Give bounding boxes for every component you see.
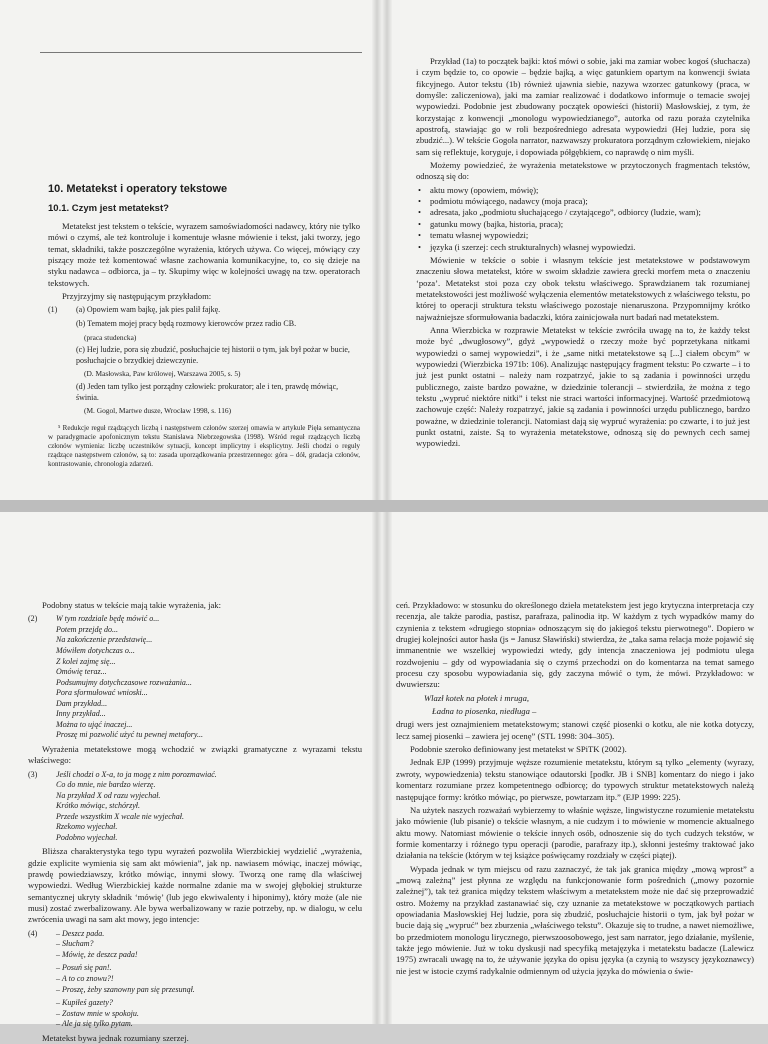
page-bottom-left xyxy=(0,512,382,1043)
paragraph: Przyjrzyjmy się następującym przykładom: xyxy=(62,291,212,302)
example-item: – A to co znowu?! xyxy=(56,974,114,984)
example-item: Podobno wyjechał. xyxy=(56,832,118,842)
example-item: Mówiłem dotychczas o... xyxy=(56,645,135,655)
list-item: • aktu mowy (opowiem, mówię); xyxy=(426,185,750,196)
example-item: (a) Opowiem wam bajkę, jak pies palił fajkę. xyxy=(76,305,221,315)
example-number: (4) xyxy=(28,928,38,938)
poem-line: Ładna to piosenka, niedługa – xyxy=(432,706,537,717)
example-block xyxy=(28,614,362,741)
example-item: – Proszę, żeby szanowny pan się przesunął. xyxy=(56,984,195,994)
example-item: Podsumujmy dotychczasowe rozważania... xyxy=(56,677,192,687)
paragraph: ceń. Przykładowo: w stosunku do określonego dzieła metatekstem jest jego krytyczna interpretacja czy recenzja, ale także parodia, pastisz, parafraza, palinodia itp. W każdym z tych wypadków mamy do czynienia z tekstem «drugiego stopnia» odnoszącym się do jakiegoś tekstu pierwotnego”. Dopiero w drugiej kolejności autor hasła (js = Janusz Sławiński) stwierdza, że „taka sama relacja może pojawić się immanentnie we wszelkiej wypowiedzi wtedy, gdy intencja znaczeniowa jej podmiotu ulega rozdwojeniu – gdy od wypowiadania się o czymś przechodzi on do komentarza na temat samego procesu czy sposobu wypowiadania się, gdy zaczyna mówić o tym, że mówi. Przykładowo: w dwuwierszu: xyxy=(396,600,754,690)
page-spine-shadow xyxy=(382,0,392,500)
example-item: Przede wszystkim X wcale nie wyjechał. xyxy=(56,811,184,821)
example-item: Co do mnie, nie bardzo wierzę. xyxy=(56,780,156,790)
paragraph: Podobnie szeroko definiowany jest metatekst w SPiTK (2002). xyxy=(410,744,627,755)
example-item: – Deszcz pada. xyxy=(56,928,105,938)
example-item: – Mówię, że deszcz pada! xyxy=(56,949,138,959)
example-item: Na zakończenie przedstawię... xyxy=(56,635,153,645)
poem-line: Wlazł kotek na płotek i mruga, xyxy=(424,692,530,703)
example-number: (2) xyxy=(28,614,38,624)
paragraph: Wypada jednak w tym miejscu od razu zaznaczyć, że tak jak granica między „mową wprost” a „mową zależną” jest płynna ze względu na funkcjonowanie form pośrednich („mowy pozornie zależnej”), tak też granica między tekstem właściwym a metatekstem może nie dać się przeprowadzić ostro. Możemy na przykład zastanawiać się, czy uznanie za metatekstowe w początkowych partiach opowiadania Masłowskiej Hej ludzie, pora się zbudzić, posłuchajcie historii o tym, jak był pożar w bucie dają się „wypruć” bez zburzenia „właściwego tekstu”. Okazuje się to trudne, a nawet niemożliwe, bo przedmiotem monologu lirycznego, pierwszoosobowego, jest sam narrator, jego działanie, myślenie, także jego mówienie. Już w toku dyskusji nad specyfiką metajęzyka i metatekstu badacze (Lalewicz 1975) zwracali uwagę na to, że używanie języka do opisu języka (a czynią to wszyscy językoznawcy) nie jest w istocie czymś radykalnie odmiennym od użycia języka do mówienia o świe- xyxy=(396,863,754,976)
example-item: – Kupiłeś gazety? xyxy=(56,998,113,1008)
example-item: – Słucham? xyxy=(56,939,94,949)
chapter-title: 10. Metatekst i operatory tekstowe xyxy=(48,183,228,195)
list-item: • tematu własnej wypowiedzi; xyxy=(426,230,750,241)
page-spine-shadow xyxy=(382,512,392,1024)
header-rule xyxy=(40,52,362,53)
paragraph: Anna Wierzbicka w rozprawie Metatekst w tekście zwróciła uwagę na to, że każdy tekst może być „dwugłosowy”, gdyż „wypowiedź o rzeczy może być poprzetykana nitkami wypowiedzi o samej wypowiedzi”, i że „same nitki metatekstowe są [...] ciałem obcym” w wypowiedzi (Wierzbicka 1971b: 106). Analizując następujący fragment tekstu: Po czwarte – i to już jest punkt ostatni – należy nam rozpatrzyć, jakie to są zadania i powinności urzędu publicznego, zaiste bardzo poważne, w dziedzinie tolerancji – stwierdziła, że można z tego tekstu „wypruć niektóre nitki” i tekst nie straci wartości informacyjnej. Wartość przedmiotową zachowuje część: Należy rozpatrzyć, jakie są zadania i powinności urzędu publicznego, bardzo poważne, w dziedzinie tolerancji. Natomiast dają się wypruć wyrażenia: po czwarte, i to już jest punkt ostatni, zaiste. Są to wyrażenia metatekstowe, odnoszą się do pewnych cech samej wypowiedzi. xyxy=(416,324,750,449)
footnote: ⁵ Redukcje reguł rządzących liczbą i następstwem członów szerzej omawia w artykule Pięła semantyczna w paradygmacie apofonicznym tekstu Stanisława Niebrzegowska (1998). Wśród reguł rządzących liczbą członów wymienia: liczbę uczestników sytuacji, koncept implicytny i eksplicytny. Jeśli chodzi o reguły rządzące następstwem członów, są to: zasada uporządkowania przestrzennego: góra – dół, gradacja członów, kontrastowanie, chronologia zdarzeń. xyxy=(48,424,360,468)
example-source: (praca studencka) xyxy=(84,332,137,342)
list-item: • gatunku mowy (bajka, historia, praca); xyxy=(426,219,750,230)
example-item: (c) Hej ludzie, pora się zbudzić, posłuchajcie tej historii o tym, jak był pożar w bucie, posłuchajcie o brzydkiej dziewczynie. xyxy=(76,345,350,365)
paragraph: Mówienie w tekście o sobie i własnym tekście jest metatekstowe w podstawowym znaczeniu słowa metatekst, które w swoim składzie zawiera grecki morfem meta o znaczeniu ‘poza’. Metatekst stoi poza czy obok tekstu właściwego. Sprawdzianem tak rozumianej metatekstowości jest możliwość wyłączenia elementów metatekstowych z właściwego tekstu, po której to operacji struktura tekstu właściwego pozostaje nienaruszona. Przypomnijmy krótko najważniejsze sformułowania badaczki, która zainicjowała nurt badań nad metatekstem. xyxy=(416,254,750,322)
example-item: Dam przykład... xyxy=(56,698,108,708)
example-item: Można to ująć inaczej... xyxy=(56,719,133,729)
example-item: Potem przejdę do... xyxy=(56,624,118,634)
example-item: – Zostaw mnie w spokoju. xyxy=(56,1008,139,1018)
example-item: (d) Jeden tam tylko jest porządny człowiek: prokurator; ale i ten, prawdę mówiąc, świnia. xyxy=(76,382,339,402)
example-block xyxy=(48,305,360,316)
page-spine-shadow xyxy=(372,512,382,1024)
example-item: Omówię teraz... xyxy=(56,667,107,677)
example-source: (M. Gogol, Martwe dusze, Wrocław 1998, s. 116) xyxy=(84,406,232,416)
paragraph: Jednak EJP (1999) przyjmuje węższe rozumienie metatekstu, którym są tylko „elementy (wyrazy, zwroty, wypowiedzenia) tekstu stanowiące odautorski [podkr. JB i SNB] komentarz do niego i jako komentarz rozumiane przez kompetentnego odbiorcę; do typowych struktur metatekstowych należą następujące formy: krótko mówiąc, po pierwsze, powtarzam itp.” (EJP 1999: 225). xyxy=(396,757,754,802)
bullet-list xyxy=(416,185,750,253)
section-title: 10.1. Czym jest metatekst? xyxy=(48,202,169,214)
example-source: (D. Masłowska, Paw królowej, Warszawa 2005, s. 5) xyxy=(84,369,241,379)
example-item: W tym rozdziale będę mówić o... xyxy=(56,614,160,624)
example-item: Z kolei zajmę się... xyxy=(56,656,116,666)
page-top-left xyxy=(0,0,382,500)
list-item: • adresata, jako „podmiotu słuchającego / czytającego”, odbiorcy (ludzie, wam); xyxy=(426,207,750,218)
paragraph: Metatekst bywa jednak rozumiany szerzej. xyxy=(42,1032,189,1043)
example-item: Jeśli chodzi o X-a, to ja mogę z nim porozmawiać. xyxy=(56,769,217,779)
scan-gutter xyxy=(0,500,768,512)
example-item: Na przykład X od razu wyjechał. xyxy=(56,790,161,800)
example-item: – Ale ja się tylko pytam. xyxy=(56,1019,133,1029)
list-item: • języka (i szerzej: cech strukturalnych) własnej wypowiedzi. xyxy=(426,242,750,253)
paragraph: drugi wers jest oznajmieniem metatekstowym; stanowi część piosenki o kotku, ale nie kotka dotyczy, lecz samej piosenki – zawiera jej ocenę” (STL 1998: 304–305). xyxy=(396,719,754,741)
example-number: (1) xyxy=(48,305,58,315)
example-item: Krótko mówiąc, stchórzył. xyxy=(56,801,140,811)
example-item: (b) Tematem mojej pracy będą rozmowy kierowców przez radio CB. xyxy=(76,319,297,328)
paragraph: Wyrażenia metatekstowe mogą wchodzić w związki gramatyczne z wyrazami tekstu właściwego: xyxy=(28,743,362,766)
example-item: Proszę mi pozwolić użyć tu pewnej metafory... xyxy=(56,730,204,740)
example-item: Inny przykład... xyxy=(56,709,106,719)
example-number: (3) xyxy=(28,769,38,779)
list-item: • podmiotu mówiącego, nadawcy (moja praca); xyxy=(426,196,750,207)
paragraph: Przykład (1a) to początek bajki: ktoś mówi o sobie, jaki ma zamiar wobec kogoś (słuchacza) i czym będzie to, co opowie – będzie bajką, a więc gatunkiem opartym na konwencji świata fikcyjnego. Autor tekstu (1b) również ujawnia siebie, nazywa wzorzec gatunkowy (praca, w domyśle: zaliczeniowa), jaki ma zamiar realizować i dodatkowo informuje o temacie swojej wypowiedzi. Podobnie jest zbudowany początek opowieści (historii) Masłowskiej, z tym, że korzystając z konwencji „monologu wypowiedzianego”, autorka od razu poraża czytelnika apostrofą, stawiając go w roli bezpośredniego adresata wypowiedzi (Hej ludzie, pora się zbudzić...). W tekście Gogola narrator, nazwawszy prokuratora porządnym człowiekiem, niejako sam się reflektuje, koryguje, i dopowiada półgębkiem, co naprawdę o nim myśli. xyxy=(416,56,750,157)
paragraph: Na użytek naszych rozważań wybierzemy to właśnie węższe, lingwistyczne rozumienie metatekstu jako mówienie (lub pisanie) o tekście własnym, a nie cudzym i to mówienie w momencie aktualnego aktu mowy. Natomiast mówienie o tekście innych osób, odnoszenie się do tych cudzych tekstów, w formie komentarzy i różnego typu operacji (parodie, parafrazy itp.), skłonni jesteśmy traktować jako działania na tekście (którym w tej książce poświęcamy rozdziały w części piątej). xyxy=(396,804,754,861)
page-spine-shadow xyxy=(372,0,382,500)
paragraph: Metatekst jest tekstem o tekście, wyrazem samoświadomości nadawcy, który nie tylko mówi o czymś, ale też kontroluje i komentuje własne mówienie i tekst, jaki tworzy, jego temat, składniki, także poszczególne wyrażenia, których używa. Co więcej, mówiący czy piszący może też komentować własne zachowania komunikacyjne, to, co się dzieje na styku nadawca – odbiorca, ja – ty. Skupimy więc w kolejności uwagę na tzw. operatorach tekstowych. xyxy=(48,221,360,288)
example-item: – Posuń się pan!. xyxy=(56,963,112,973)
page-top-right xyxy=(382,0,768,500)
example-item: Pora sformułować wnioski... xyxy=(56,688,148,698)
example-block xyxy=(28,770,362,844)
paragraph: Bliższa charakterystyka tego typu wyrażeń pozwoliła Wierzbickiej wydzielić „wyrażenia, gdzie explicite wymienia się sam akt mówienia”, jak np. nawiasem mówiąc, inaczej mówiąc, prawdę powiedziawszy, krótko mówiąc, innymi słowy. Tworzą one ramę dla właściwej wypowiedzi. Według Wierzbickiej każde normalne zdanie ma w swojej głębokiej strukturze semantycznej ukryty składnik ‘mówię’ (lub jego ekwiwalenty i hiponimy), który może (ale nie musi) zostać zwerbalizowany. Ale bywa werbalizowany w razie potrzeby, np. w dialogu, w celu zwrócenia uwagi na sam akt mowy, jego intencje: xyxy=(28,846,362,925)
example-item: Rzekomo wyjechał. xyxy=(56,822,118,832)
paragraph: Możemy powiedzieć, że wyrażenia metatekstowe w przytoczonych fragmentach tekstów, odnoszą się do: xyxy=(416,160,750,182)
page-bottom-right xyxy=(382,512,768,1024)
example-block xyxy=(28,929,362,1030)
paragraph: Podobny status w tekście mają takie wyrażenia, jak: xyxy=(42,600,221,610)
